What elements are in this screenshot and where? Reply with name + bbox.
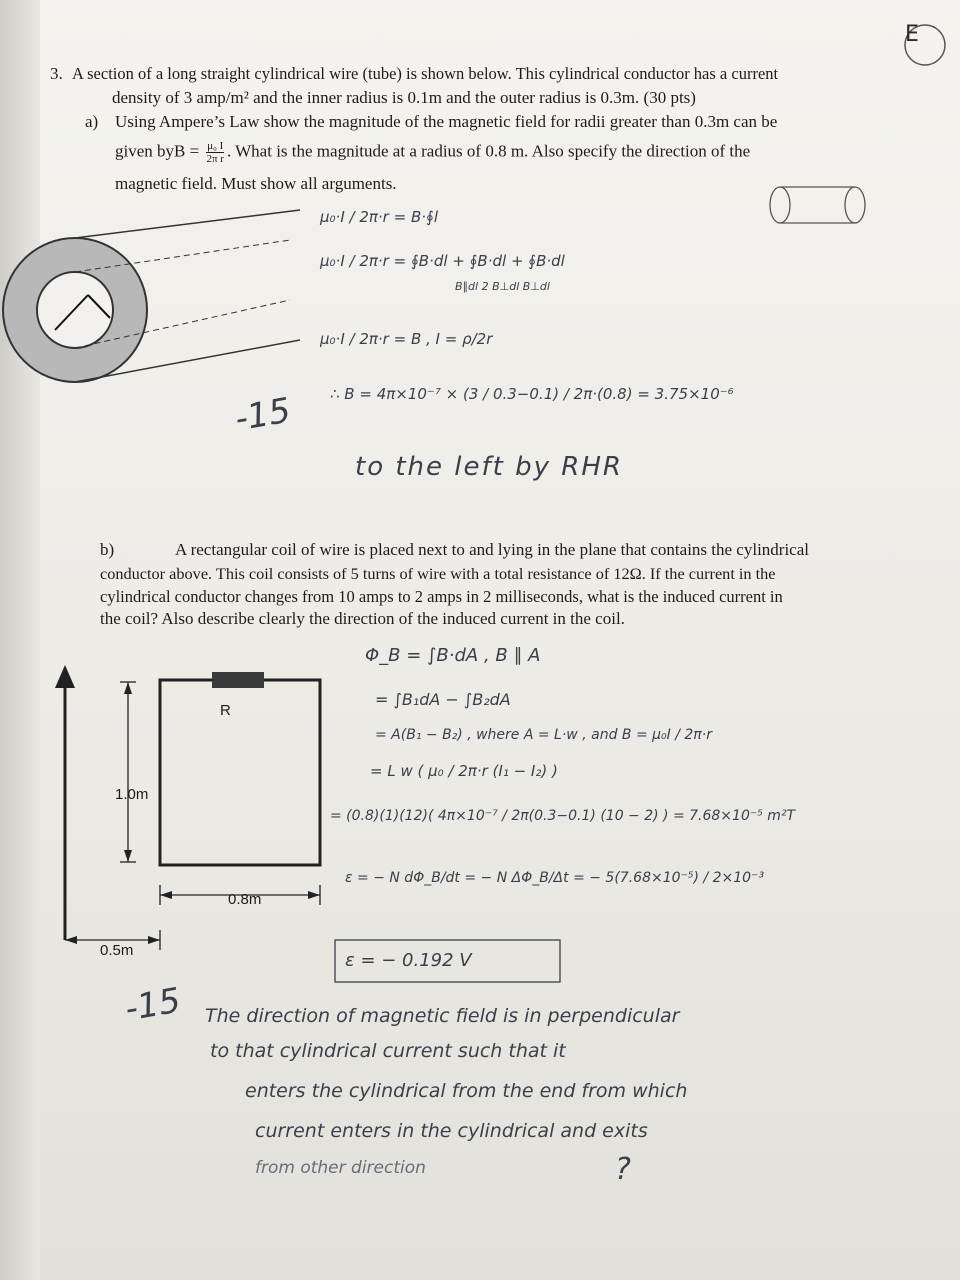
hw-b-question-mark: ?	[615, 1152, 631, 1187]
hw-a-direction: to the left by RHR	[355, 452, 623, 482]
part-b-line-3: cylindrical conductor changes from 10 amps to 2 amps in 2 milliseconds, what is the induced current in	[100, 587, 783, 606]
problem-line-2: density of 3 amp/m² and the inner radius is 0.1m and the outer radius is 0.3m. (30 pts)	[112, 88, 696, 107]
hw-b-score: -15	[121, 980, 184, 1030]
resistor-label: R	[220, 702, 231, 719]
part-a-line-3: magnetic field. Must show all arguments.	[115, 174, 397, 193]
hw-a-eq4: ∴ B = 4π×10⁻⁷ × (3 / 0.3−0.1) / 2π·(0.8) = 3.75×10⁻⁶	[330, 385, 734, 403]
height-label: 1.0m	[115, 786, 149, 803]
hw-b-emf: ε = − N dΦ_B/dt = − N ΔΦ_B/Δt = − 5(7.68×10⁻⁵) / 2×10⁻³	[345, 870, 765, 886]
hw-b-flux1: Φ_B = ∫B·dA , B ∥ A	[365, 645, 541, 666]
hw-a-score: -15	[231, 390, 294, 440]
hw-b-explain-2: to that cylindrical current such that it	[210, 1040, 566, 1062]
hw-b-flux5: = (0.8)(1)(12)( 4π×10⁻⁷ / 2π(0.3−0.1) (10 − 2) ) = 7.68×10⁻⁵ m²T	[330, 808, 796, 824]
part-a-line-2	[115, 140, 750, 165]
formula-fraction	[206, 140, 223, 165]
width-label: 0.8m	[228, 891, 262, 908]
hand-sketch-cylinder	[770, 187, 865, 223]
hw-a-eq2: μ₀·I / 2π·r = ∮B·dl + ∮B·dl + ∮B·dl	[320, 252, 565, 270]
hw-a-eq3: μ₀·I / 2π·r = B , I = ρ/2r	[320, 330, 493, 348]
given-suffix: . What is the magnitude at a radius of 0.8 m. Also specify the direction of the	[226, 141, 751, 161]
hw-b-emf-result: ε = − 0.192 V	[345, 950, 472, 971]
hw-b-explain-4: current enters in the cylindrical and exits	[255, 1120, 648, 1142]
hw-b-flux4: = L w ( μ₀ / 2π·r (I₁ − I₂) )	[370, 762, 558, 780]
hw-b-flux2: = ∫B₁dA − ∫B₂dA	[375, 690, 511, 709]
formula-den: 2π r	[206, 153, 224, 166]
part-b-label: b)	[100, 540, 115, 559]
formula-lhs: B =	[174, 141, 200, 161]
part-a-label: a)	[85, 112, 99, 131]
formula-num: μ₀ I	[207, 140, 224, 152]
corner-mark: E	[905, 22, 919, 47]
problem-number: 3.	[50, 64, 63, 83]
part-b-line-2: conductor above. This coil consists of 5 turns of wire with a total resistance of 12Ω. If the current in the	[100, 564, 776, 583]
part-b-line-1: A rectangular coil of wire is placed next to and lying in the plane that contains the cylindrical	[175, 540, 809, 559]
hw-b-explain-3: enters the cylindrical from the end from which	[245, 1080, 688, 1102]
hw-a-eq1: μ₀·I / 2π·r = B·∮l	[320, 208, 438, 226]
tube-diagram	[3, 210, 300, 382]
given-prefix: given by	[115, 141, 175, 161]
hw-b-explain-5: from other direction	[255, 1158, 426, 1178]
part-b-line-4: the coil? Also describe clearly the direction of the induced current in the coil.	[100, 609, 625, 628]
problem-line-1: A section of a long straight cylindrical wire (tube) is shown below. This cylindrical conductor has a current	[72, 64, 779, 83]
hw-b-explain-1: The direction of magnetic field is in perpendicular	[205, 1005, 680, 1027]
part-a-line-1: Using Ampere’s Law show the magnitude of the magnetic field for radii greater than 0.3m can be	[115, 112, 778, 131]
coil-diagram	[55, 665, 320, 950]
gap-label: 0.5m	[100, 942, 134, 959]
hw-a-eq2-sub: B∥dl 2 B⊥dl B⊥dl	[455, 280, 550, 293]
hw-b-flux3: = A(B₁ − B₂) , where A = L·w , and B = μ₀I / 2π·r	[375, 727, 712, 743]
